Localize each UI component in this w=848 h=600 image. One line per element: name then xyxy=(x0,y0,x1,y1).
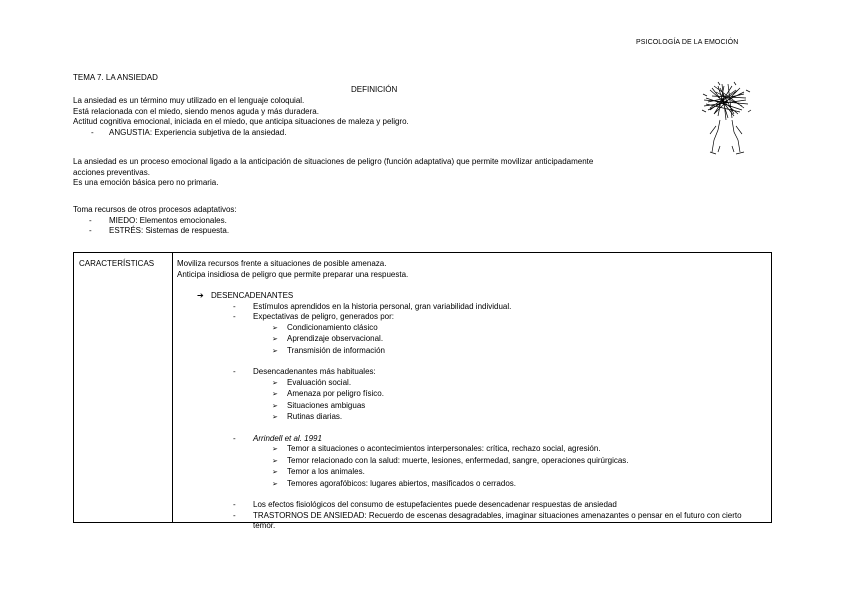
sub-item-text: Transmisión de información xyxy=(287,345,385,355)
list-item xyxy=(177,312,765,323)
triangle-bullet-icon: ➢ xyxy=(272,347,278,355)
angustia-text: ANGUSTIA: Experiencia subjetiva de la ansiedad. xyxy=(109,127,287,137)
recurso-text: ESTRÉS: Sistemas de respuesta. xyxy=(109,226,230,235)
dash-bullet: - xyxy=(233,500,236,509)
table-content xyxy=(177,259,765,532)
triangle-bullet-icon: ➢ xyxy=(272,446,278,453)
angustia-item xyxy=(73,128,409,139)
sub-item-text: Temor relacionado con la salud: muerte, lesiones, enfermedad, sangre, operaciones quirúrgicas. xyxy=(287,455,629,465)
running-header: PSICOLOGÍA DE LA EMOCIÓN xyxy=(636,39,739,46)
sub-list-item xyxy=(177,389,765,401)
sub-list-item xyxy=(177,334,765,346)
caracteristicas-table xyxy=(73,252,772,530)
list-item-text: TRASTORNOS DE ANSIEDAD: Recuerdo de escenas desagradables, imaginar situaciones amenazantes o pensar en el futuro con cierto temor. xyxy=(253,510,742,530)
intro-block xyxy=(73,96,409,138)
sub-list-item xyxy=(177,412,765,424)
list-item-text: Estímulos aprendidos en la historia personal, gran variabilidad individual. xyxy=(253,301,512,311)
sub-list-item xyxy=(177,401,765,413)
list-item xyxy=(177,434,765,445)
definicion-title: DEFINICIÓN xyxy=(351,85,398,94)
triangle-bullet-icon: ➢ xyxy=(272,391,278,398)
proceso-line: Es una emoción básica pero no primaria. xyxy=(73,178,219,187)
triangle-bullet-icon: ➢ xyxy=(272,336,278,343)
list-item xyxy=(177,511,765,532)
table-divider xyxy=(172,253,173,522)
triangle-bullet-icon: ➢ xyxy=(272,469,278,476)
desencadenantes-text: DESENCADENANTES xyxy=(211,291,294,300)
triangle-bullet-icon: ➢ xyxy=(272,457,278,465)
list-item-text: Los efectos fisiológicos del consumo de estupefacientes puede desencadenar respuestas de ansiedad xyxy=(253,500,617,509)
sub-item-text: Temor a situaciones o acontecimientos interpersonales: crítica, rechazo social, agresión. xyxy=(287,444,601,453)
triangle-bullet-icon: ➢ xyxy=(272,480,278,488)
triangle-bullet-icon: ➢ xyxy=(272,414,278,421)
sub-item-text: Evaluación social. xyxy=(287,377,352,387)
citation-text: Arrindell et al. 1991 xyxy=(253,433,322,443)
list-item xyxy=(177,302,765,313)
dash-bullet: - xyxy=(233,367,236,376)
dash-bullet: - xyxy=(89,215,92,225)
sub-item-text: Aprendizaje observacional. xyxy=(287,334,384,343)
table-label: CARACTERÍSTICAS xyxy=(79,259,155,268)
sub-list-item xyxy=(177,444,765,456)
triangle-bullet-icon: ➢ xyxy=(272,402,278,410)
sub-item-text: Temores agorafóbicos: lugares abiertos, masificados o cerrados. xyxy=(287,478,516,488)
sub-item-text: Amenaza por peligro físico. xyxy=(287,389,384,398)
sub-list-item xyxy=(177,378,765,390)
proceso-line: La ansiedad es un proceso emocional ligado a la anticipación de situaciones de peligro (función adaptativa) que permite movilizar anticipadamente xyxy=(73,157,594,166)
proceso-block xyxy=(73,157,593,189)
dash-bullet: - xyxy=(233,301,236,311)
arrow-icon: ➔ xyxy=(197,291,204,300)
tema-title: TEMA 7. LA ANSIEDAD xyxy=(73,73,158,82)
sub-item-text: Rutinas diarias. xyxy=(287,412,343,421)
sub-list-item xyxy=(177,479,765,491)
desencadenantes-heading xyxy=(177,291,765,302)
sub-item-text: Temor a los animales. xyxy=(287,467,365,476)
dash-bullet: - xyxy=(233,312,236,321)
list-item xyxy=(177,367,765,378)
sub-list-item xyxy=(177,323,765,335)
dash-bullet: - xyxy=(233,433,236,443)
proceso-line: acciones preventivas. xyxy=(73,167,150,177)
list-item xyxy=(177,500,765,511)
sub-list-item xyxy=(177,467,765,479)
intro-line: Está relacionada con el miedo, siendo menos aguda y más duradera. xyxy=(73,106,319,116)
sub-list-item xyxy=(177,456,765,468)
list-item-text: Desencadenantes más habituales: xyxy=(253,367,376,376)
recursos-title: Toma recursos de otros procesos adaptativos: xyxy=(73,205,237,214)
dash-bullet: - xyxy=(233,510,236,520)
list-item-text: Expectativas de peligro, generados por: xyxy=(253,312,394,321)
recursos-block xyxy=(73,205,237,237)
scribble-figure-illustration xyxy=(698,80,754,158)
intro-line: La ansiedad es un término muy utilizado en el lenguaje coloquial. xyxy=(73,96,305,105)
triangle-bullet-icon: ➢ xyxy=(272,324,278,332)
intro-line: Actitud cognitiva emocional, iniciada en el miedo, que anticipa situaciones de maleza y peligro. xyxy=(73,117,409,126)
triangle-bullet-icon: ➢ xyxy=(272,379,278,387)
recurso-text: MIEDO: Elementos emocionales. xyxy=(109,215,227,225)
sub-list-item xyxy=(177,346,765,358)
sub-item-text: Condicionamiento clásico xyxy=(287,322,378,332)
sub-item-text: Situaciones ambiguas xyxy=(287,400,366,410)
table-intro-line: Anticipa insidiosa de peligro que permite preparar una respuesta. xyxy=(177,269,409,279)
recurso-item xyxy=(73,216,237,227)
dash-bullet: - xyxy=(91,127,94,137)
dash-bullet: - xyxy=(89,226,92,235)
table-intro-line: Moviliza recursos frente a situaciones de posible amenaza. xyxy=(177,259,387,268)
recurso-item xyxy=(73,226,237,237)
